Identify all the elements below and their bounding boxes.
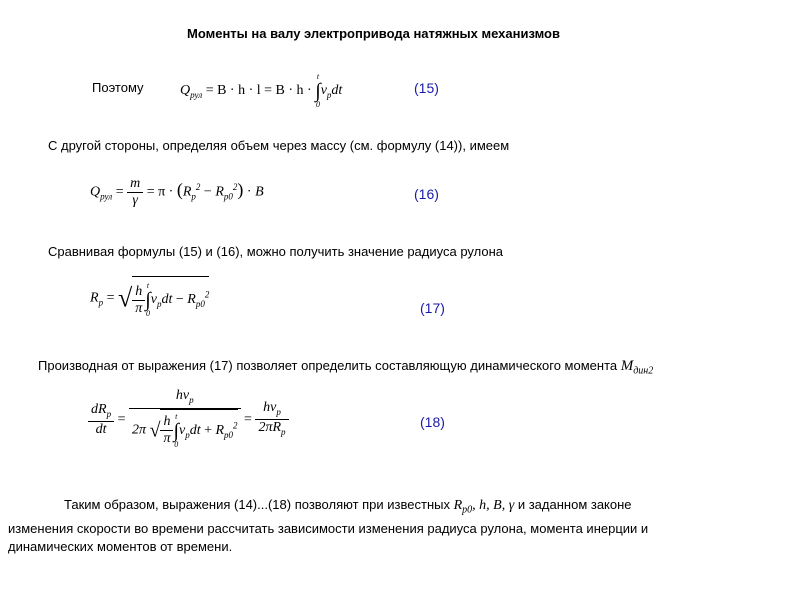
eq-number-18: (18) xyxy=(420,414,445,430)
eq-number-15: (15) xyxy=(414,80,439,96)
paragraph-derivative: Производная от выражения (17) позволяет определить составляющую динамического момента $M_{дин2}$ xyxy=(38,358,654,377)
page-title: Моменты на валу электропривода натяжных механизмов xyxy=(187,26,560,41)
conclusion-paragraph: Таким образом, выражения (14)...(18) позволяют при известных $R_{p0}$, h, B, γ и заданном законе изменения скорости во времени рассчитать зависимости изменения радиуса рулона, момента инерции и динамических моментов от времени. xyxy=(8,497,649,554)
therefore-label: Поэтому xyxy=(92,80,144,95)
formula-17: $R_p$ = √ $\frac{h}{\pi}$ t ∫ 0 $\nu_pdt - R_{p0}^2$ xyxy=(90,276,209,321)
formula-16: $Q_{рул}$ = $\frac{m}{\gamma}$ = $\pi \cdot (R_p^2 - R_{p0}^2) \cdot B$ xyxy=(90,176,264,208)
formula-15: $Q_{рул} = B \cdot h \cdot l = B \cdot h$ · t ∫ 0 $\nu_pdt$ xyxy=(180,72,343,109)
paragraph-other-side: С другой стороны, определяя объем через массу (см. формулу (14)), имеем xyxy=(48,138,510,153)
formula-18: $\frac{dR_p}{dt}$ = $h\nu_p$ 2π √ $\frac{h}{\pi}$ t ∫ 0 $\nu_pdt + R_{p0}^2$ = $\frac{h\nu_p}{2\pi R_p}$ xyxy=(88,388,289,452)
eq-number-17: (17) xyxy=(420,300,445,316)
eq-number-16: (16) xyxy=(414,186,439,202)
paragraph-comparing: Сравнивая формулы (15) и (16), можно получить значение радиуса рулона xyxy=(48,244,503,259)
